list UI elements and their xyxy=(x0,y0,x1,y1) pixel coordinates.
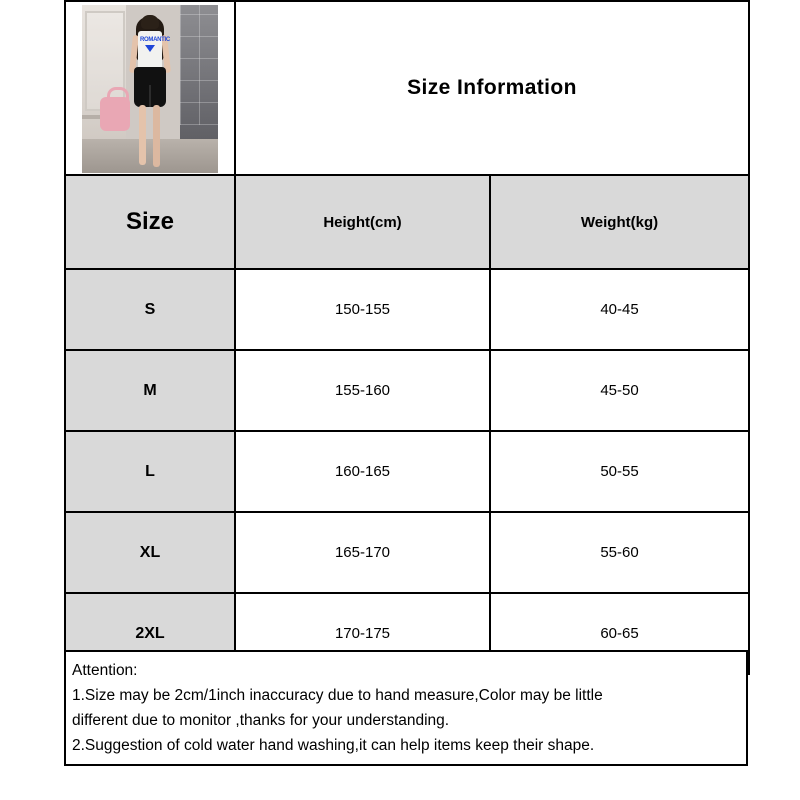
cell-height: 150-155 xyxy=(235,269,490,350)
page-title: Size Information xyxy=(235,1,749,175)
cell-weight: 60-65 xyxy=(490,593,749,674)
cell-weight: 40-45 xyxy=(490,269,749,350)
table-row xyxy=(65,269,749,350)
cell-height: 155-160 xyxy=(235,350,490,431)
model-wearing-black-shorts-photo xyxy=(82,5,218,173)
cell-weight: 55-60 xyxy=(490,512,749,593)
cell-size: XL xyxy=(65,512,235,593)
attention-line-3: 2.Suggestion of cold water hand washing,it can help items keep their shape. xyxy=(72,737,595,754)
photo-top-graphic-text xyxy=(140,36,170,49)
table-row xyxy=(65,350,749,431)
attention-notes xyxy=(64,650,748,766)
cell-height: 160-165 xyxy=(235,431,490,512)
attention-heading: Attention: xyxy=(72,662,138,679)
cell-height: 170-175 xyxy=(235,593,490,674)
photo-wall-grid xyxy=(180,5,218,125)
photo-model-head xyxy=(141,15,159,29)
cell-size: M xyxy=(65,350,235,431)
table-row xyxy=(65,431,749,512)
table-header-banner-row xyxy=(65,1,749,175)
photo-model-left-leg xyxy=(139,105,146,165)
photo-model-black-shorts xyxy=(134,67,166,107)
photo-model xyxy=(129,15,171,173)
photo-model-right-leg xyxy=(153,105,160,167)
cell-weight: 50-55 xyxy=(490,431,749,512)
table-row xyxy=(65,512,749,593)
photo-top-graphic-triangle xyxy=(145,45,155,52)
product-photo-cell xyxy=(65,1,235,175)
column-header-height: Height(cm) xyxy=(235,175,490,269)
attention-line-2: different due to monitor ,thanks for your understanding. xyxy=(72,712,450,729)
column-header-size: Size xyxy=(65,175,235,269)
cell-size: 2XL xyxy=(65,593,235,674)
attention-line-1: 1.Size may be 2cm/1inch inaccuracy due to hand measure,Color may be little xyxy=(72,687,603,704)
column-header-weight: Weight(kg) xyxy=(490,175,749,269)
photo-top-graphic-label: ROMANTIC xyxy=(140,36,170,43)
cell-size: L xyxy=(65,431,235,512)
size-information-table xyxy=(64,0,750,675)
cell-height: 165-170 xyxy=(235,512,490,593)
cell-weight: 45-50 xyxy=(490,350,749,431)
photo-pink-bag xyxy=(100,97,130,131)
table-column-header-row xyxy=(65,175,749,269)
cell-size: S xyxy=(65,269,235,350)
